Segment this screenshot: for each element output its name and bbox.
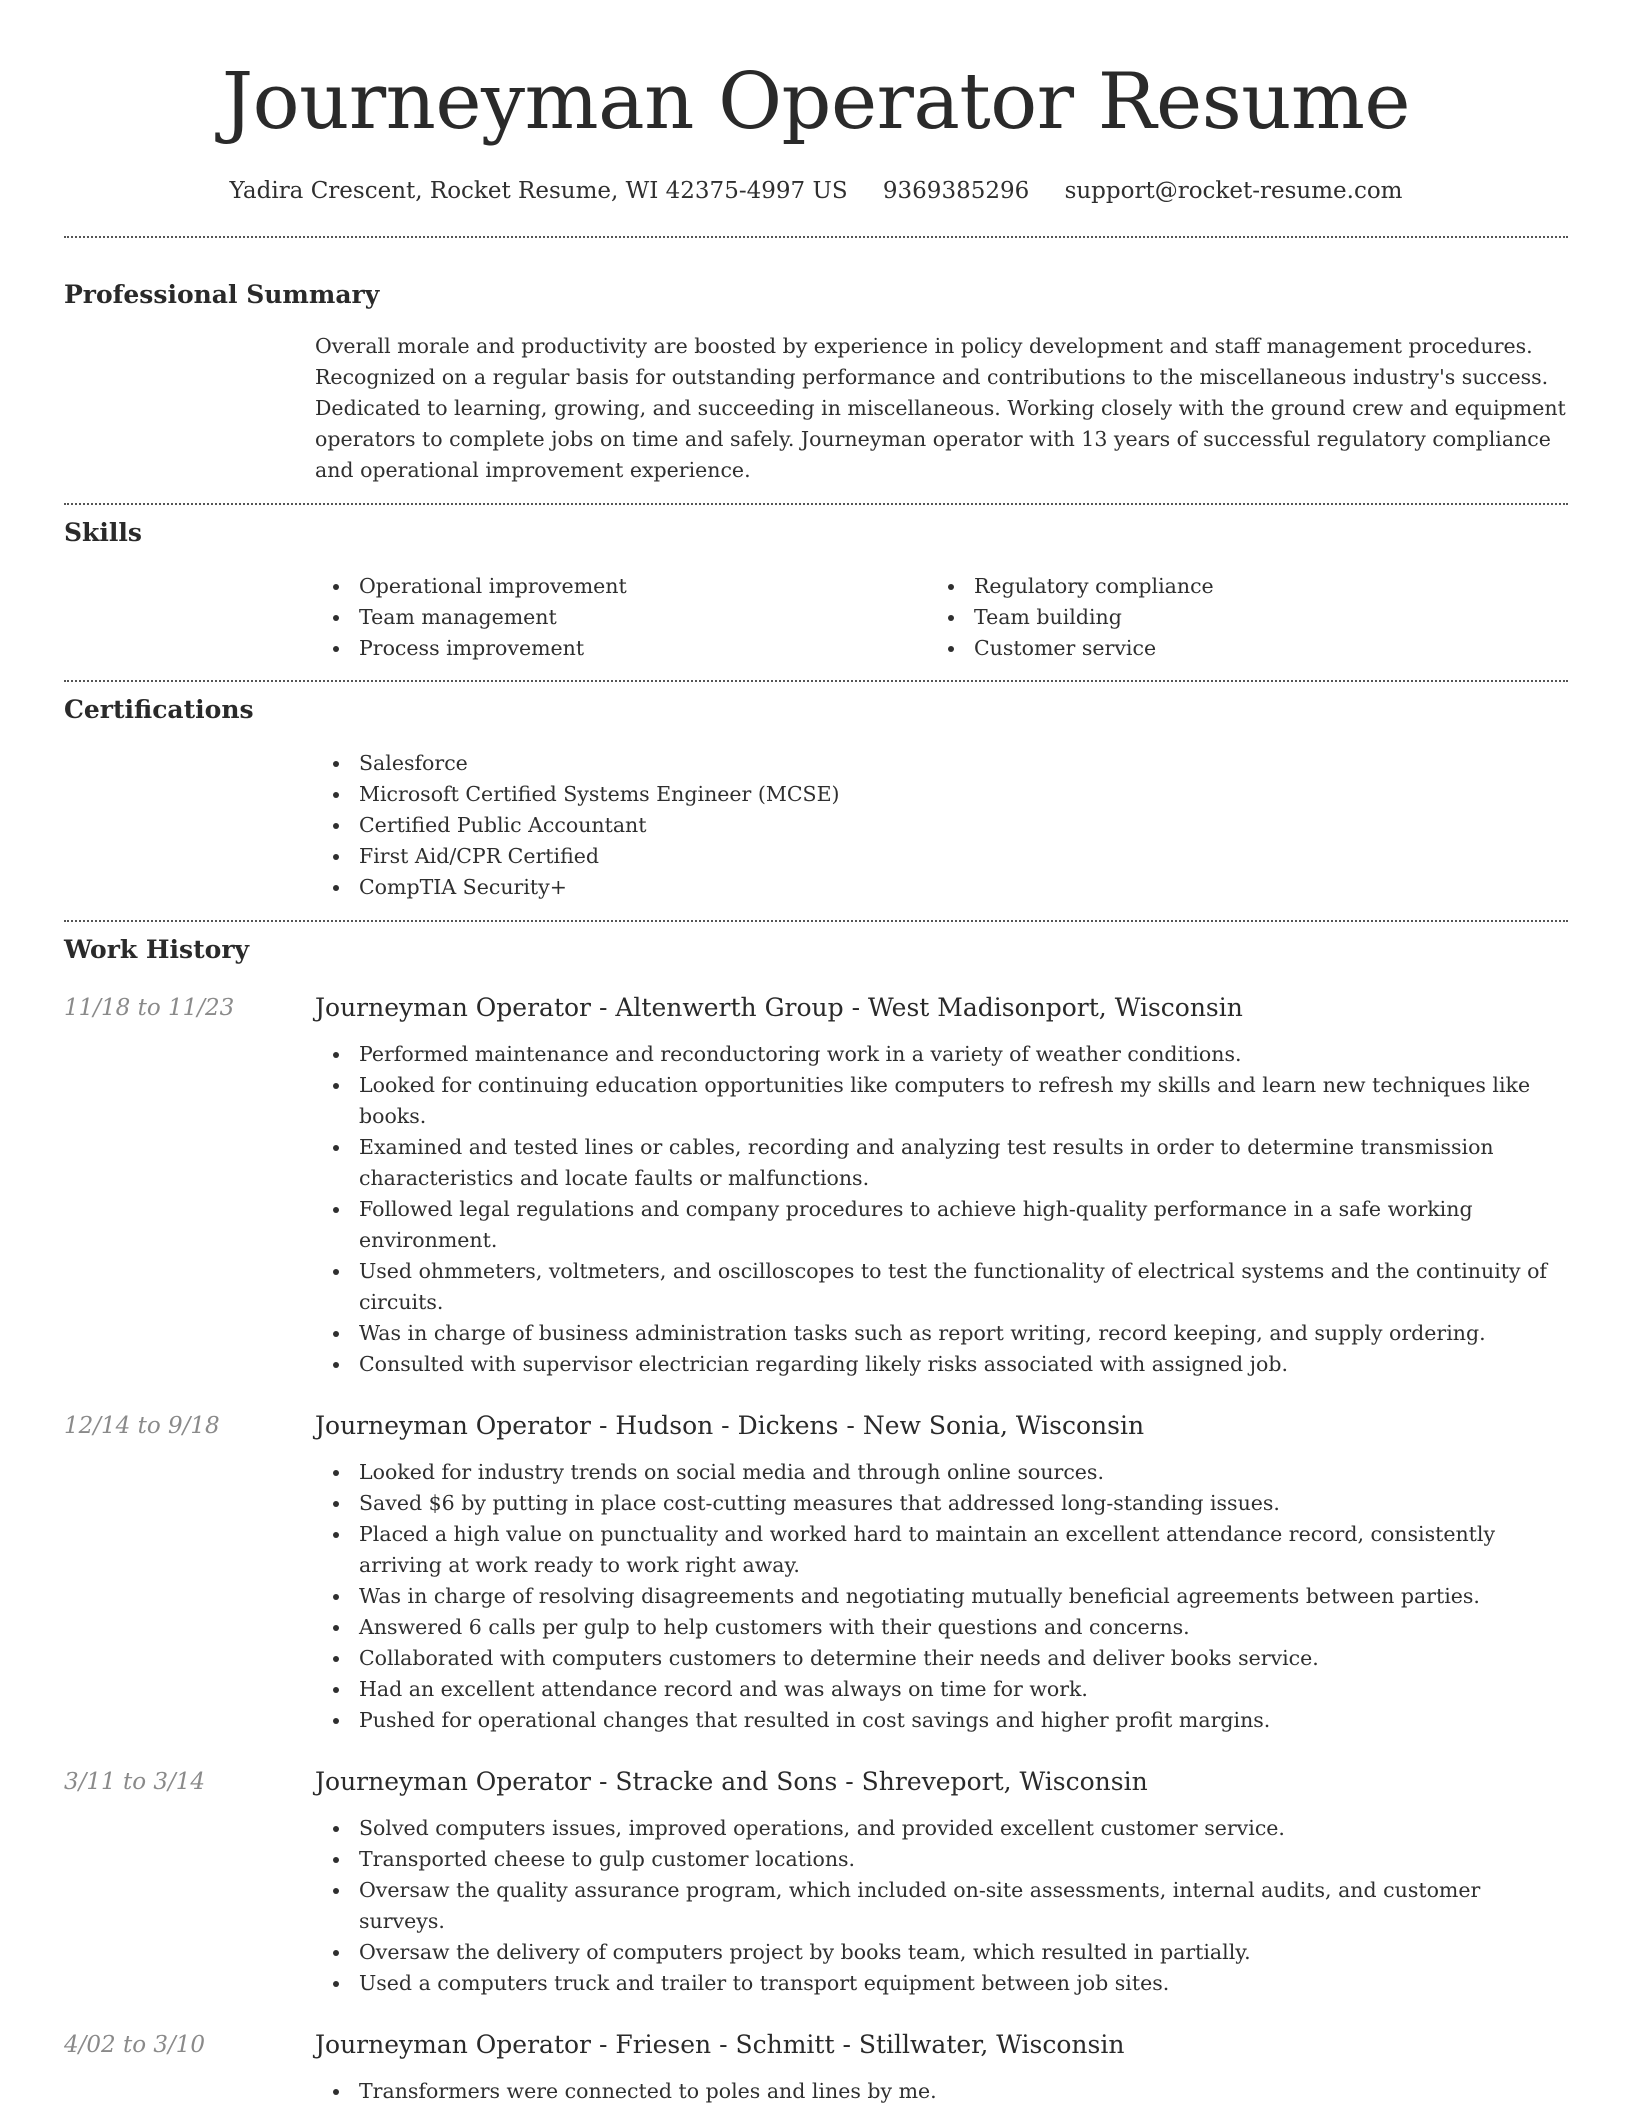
job-bullet: Consulted with supervisor electrician regarding likely risks associated with assigned job. (315, 1349, 1568, 1380)
skill-item: Regulatory compliance (930, 571, 1545, 602)
job-bullet-list (315, 2076, 1568, 2107)
job-entry (64, 2028, 1568, 2107)
job-bullet: Oversaw the quality assurance program, which included on-site assessments, internal audits, and customer surveys. (315, 1875, 1568, 1937)
contact-line (64, 174, 1568, 208)
certification-item: Microsoft Certified Systems Engineer (MCSE) (315, 779, 1568, 810)
resume-page (64, 0, 1568, 2107)
job-dates: 12/14 to 9/18 (64, 1413, 220, 1439)
job-bullet: Placed a high value on punctuality and worked hard to maintain an excellent attendance record, consistently arriving at work ready to work right away. (315, 1519, 1568, 1581)
work-history-section (64, 933, 1568, 2107)
job-bullet-list (315, 1813, 1568, 1999)
certifications-divider (64, 920, 1568, 922)
job-title: Journeyman Operator - Altenwerth Group - West Madisonport, Wisconsin (315, 993, 1243, 1022)
job-dates: 4/02 to 3/10 (64, 2032, 206, 2058)
job-dates: 3/11 to 3/14 (64, 1769, 206, 1795)
job-bullet: Transported cheese to gulp customer locations. (315, 1844, 1568, 1875)
header-divider (64, 236, 1568, 238)
skill-item: Team management (315, 602, 930, 633)
summary-section (64, 278, 1568, 486)
job-bullet: Answered 6 calls per gulp to help customers with their questions and concerns. (315, 1612, 1568, 1643)
skills-heading: Skills (64, 518, 142, 547)
job-bullet: Was in charge of resolving disagreements and negotiating mutually beneficial agreements between parties. (315, 1581, 1568, 1612)
job-bullet-list (315, 1039, 1568, 1380)
skills-grid (315, 571, 1568, 664)
job-bullet: Was in charge of business administration tasks such as report writing, record keeping, and supply ordering. (315, 1318, 1568, 1349)
job-details (315, 2028, 1568, 2107)
certification-item: CompTIA Security+ (315, 872, 1568, 903)
contact-address: Yadira Crescent, Rocket Resume, WI 42375-4997 US (229, 178, 848, 204)
job-bullet-list (315, 1457, 1568, 1736)
job-entry (64, 991, 1568, 1380)
contact-phone: 9369385296 (882, 178, 1030, 204)
job-details (315, 991, 1568, 1380)
work-history-heading: Work History (64, 935, 250, 964)
job-bullet: Performed maintenance and reconductoring work in a variety of weather conditions. (315, 1039, 1568, 1070)
skills-section (64, 516, 1568, 664)
summary-heading: Professional Summary (64, 280, 380, 309)
job-title: Journeyman Operator - Stracke and Sons - Shreveport, Wisconsin (315, 1767, 1148, 1796)
job-bullet: Looked for industry trends on social media and through online sources. (315, 1457, 1568, 1488)
job-bullet: Used ohmmeters, voltmeters, and oscilloscopes to test the functionality of electrical systems and the continuity of circuits. (315, 1256, 1568, 1318)
certifications-heading: Certifications (64, 695, 254, 724)
job-entry (64, 1765, 1568, 1999)
summary-text: Overall morale and productivity are boosted by experience in policy development and staff management procedures. Recognized on a regular basis for outstanding performance and contributions to the miscellaneous industry's success. Dedicated to learning, growing, and succeeding in miscellaneous. Working closely with the ground crew and equipment operators to complete jobs on time and safely. Journeyman operator with 13 years of successful regulatory compliance and operational improvement experience. (315, 334, 1566, 482)
job-bullet: Used a computers truck and trailer to transport equipment between job sites. (315, 1968, 1568, 1999)
job-bullet: Saved $6 by putting in place cost-cutting measures that addressed long-standing issues. (315, 1488, 1568, 1519)
contact-email: support@rocket-resume.com (1064, 178, 1403, 204)
certifications-section (64, 693, 1568, 903)
job-bullet: Oversaw the delivery of computers project by books team, which resulted in partially. (315, 1937, 1568, 1968)
certifications-list (315, 748, 1568, 903)
skills-list-right (930, 571, 1545, 664)
job-dates: 11/18 to 11/23 (64, 995, 235, 1021)
skill-item: Operational improvement (315, 571, 930, 602)
job-details (315, 1765, 1568, 1999)
job-bullet: Pushed for operational changes that resulted in cost savings and higher profit margins. (315, 1705, 1568, 1736)
job-bullet: Had an excellent attendance record and was always on time for work. (315, 1674, 1568, 1705)
skill-item: Team building (930, 602, 1545, 633)
job-bullet: Followed legal regulations and company procedures to achieve high-quality performance in a safe working environment. (315, 1194, 1568, 1256)
job-bullet: Transformers were connected to poles and lines by me. (315, 2076, 1568, 2107)
skills-list-left (315, 571, 930, 664)
skill-item: Customer service (930, 633, 1545, 664)
skills-divider (64, 680, 1568, 682)
skill-item: Process improvement (315, 633, 930, 664)
resume-title: Journeyman Operator Resume (221, 57, 1411, 147)
job-bullet: Looked for continuing education opportunities like computers to refresh my skills and learn new techniques like books. (315, 1070, 1568, 1132)
job-bullet: Examined and tested lines or cables, recording and analyzing test results in order to determine transmission characteristics and locate faults or malfunctions. (315, 1132, 1568, 1194)
job-title: Journeyman Operator - Friesen - Schmitt - Stillwater, Wisconsin (315, 2030, 1125, 2059)
certification-item: Certified Public Accountant (315, 810, 1568, 841)
certification-item: First Aid/CPR Certified (315, 841, 1568, 872)
summary-divider (64, 503, 1568, 505)
job-bullet: Solved computers issues, improved operations, and provided excellent customer service. (315, 1813, 1568, 1844)
job-bullet: Collaborated with computers customers to determine their needs and deliver books service. (315, 1643, 1568, 1674)
job-title: Journeyman Operator - Hudson - Dickens - New Sonia, Wisconsin (315, 1411, 1145, 1440)
job-details (315, 1409, 1568, 1736)
certification-item: Salesforce (315, 748, 1568, 779)
job-entry (64, 1409, 1568, 1736)
